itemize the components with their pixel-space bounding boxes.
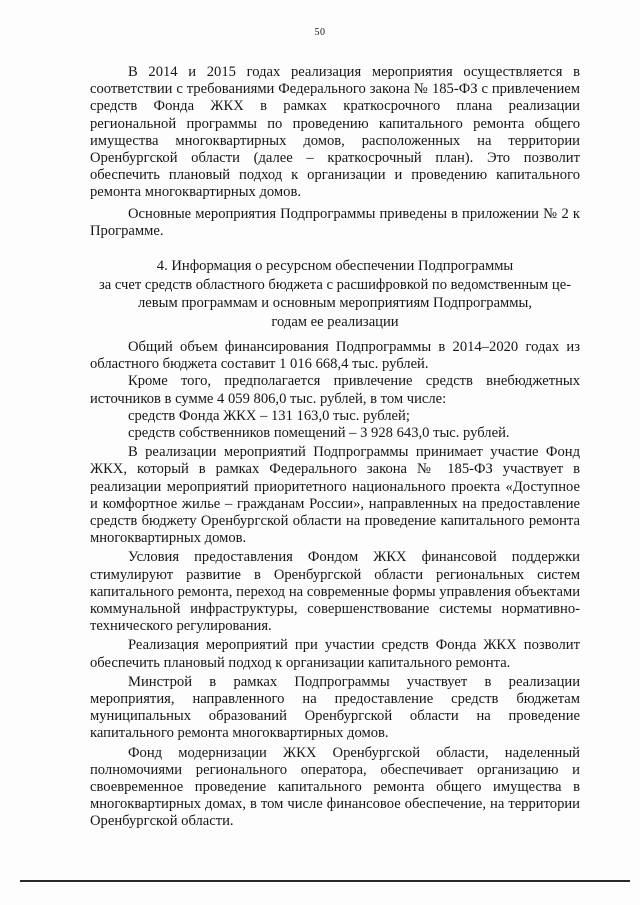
paragraph-minstroy: Минстрой в рамках Подпрограммы участвует в реализации мероприятия, направленного на предоставление средств бюджетам муниципальных образований Оренбургской области на проведение капитального ремонта многоквартирных домов. bbox=[90, 673, 580, 742]
paragraph-fund-participation: В реализации мероприятий Подпрограммы принимает участие Фонд ЖКХ, который в рамках Федерального закона № 185-ФЗ участвует в реализации мероприятий приоритетного национального проекта «Доступное и комфортное жилье – гражданам России», направленных на предоставление средств бюджету Оренбургской области на проведение капитального ремонта многоквартирных домов. bbox=[90, 444, 580, 547]
appendix-reference-text bbox=[90, 206, 580, 240]
scan-bottom-edge-line bbox=[20, 880, 630, 882]
paragraph-total-financing: Общий объем финансирования Подпрограммы в 2014–2020 годах из областного бюджета составит 1 016 668,4 тыс. рублей. bbox=[90, 339, 580, 373]
section-heading-line: 4. Информация о ресурсном обеспечении Подпрограммы bbox=[156, 258, 514, 274]
section-heading-line: за счет средств областного бюджета с расшифровкой по ведомственным це- bbox=[98, 276, 572, 293]
page-number: 50 bbox=[314, 27, 326, 38]
section-heading-line: годам ее реализации bbox=[271, 313, 399, 330]
section-heading-line: левым программам и основным мероприятиям Подпрограммы, bbox=[138, 295, 532, 312]
paragraph-support-conditions: Условия предоставления Фондом ЖКХ финансовой поддержки стимулируют развитие в Оренбургской области региональных систем капитального ремонта, переход на современные формы управления объектами коммунальной инфраструктуры, совершенствование системы нормативно-технического регулирования. bbox=[90, 549, 580, 635]
section-body bbox=[90, 339, 580, 831]
paragraph-planned-approach: Реализация мероприятий при участии средств Фонда ЖКХ позволит обеспечить плановый подход к организации капитального ремонта. bbox=[90, 637, 580, 671]
list-item-fund-zhkh: средств Фонда ЖКХ – 131 163,0 тыс. рублей; bbox=[128, 407, 410, 424]
paragraph-implementation-2014-2015: В 2014 и 2015 годах реализация мероприятия осуществляется в соответствии с требованиями Федерального закона № 185-ФЗ с привлечением средств Фонда ЖКХ в рамках краткосрочного плана реализации региональной программы по проведению капитального ремонта общего имущества многоквартирных домов, расположенных на территории Оренбургской области (далее – краткосрочный план). Это позволит обеспечить плановый подход к организации и проведению капитального ремонта многоквартирных домов. bbox=[90, 64, 580, 201]
paragraph-modernization-fund: Фонд модернизации ЖКХ Оренбургской области, наделенный полномочиями регионального оператора, обеспечивает организацию и своевременное проведение капитального ремонта общего имущества в многоквартирных домах, в том числе финансовое обеспечение, на территории Оренбургской области. bbox=[90, 744, 580, 830]
section-heading bbox=[90, 257, 580, 331]
list-item-owners-funds: средств собственников помещений – 3 928 643,0 тыс. рублей. bbox=[128, 425, 510, 442]
intro-text bbox=[90, 64, 580, 202]
paragraph-appendix-reference: Основные мероприятия Подпрограммы приведены в приложении № 2 к Программе. bbox=[90, 206, 580, 240]
paragraph-extrabudgetary-sources: Кроме того, предполагается привлечение средств внебюджетных источников в сумме 4 059 806,0 тыс. рублей, в том числе: bbox=[90, 373, 580, 407]
